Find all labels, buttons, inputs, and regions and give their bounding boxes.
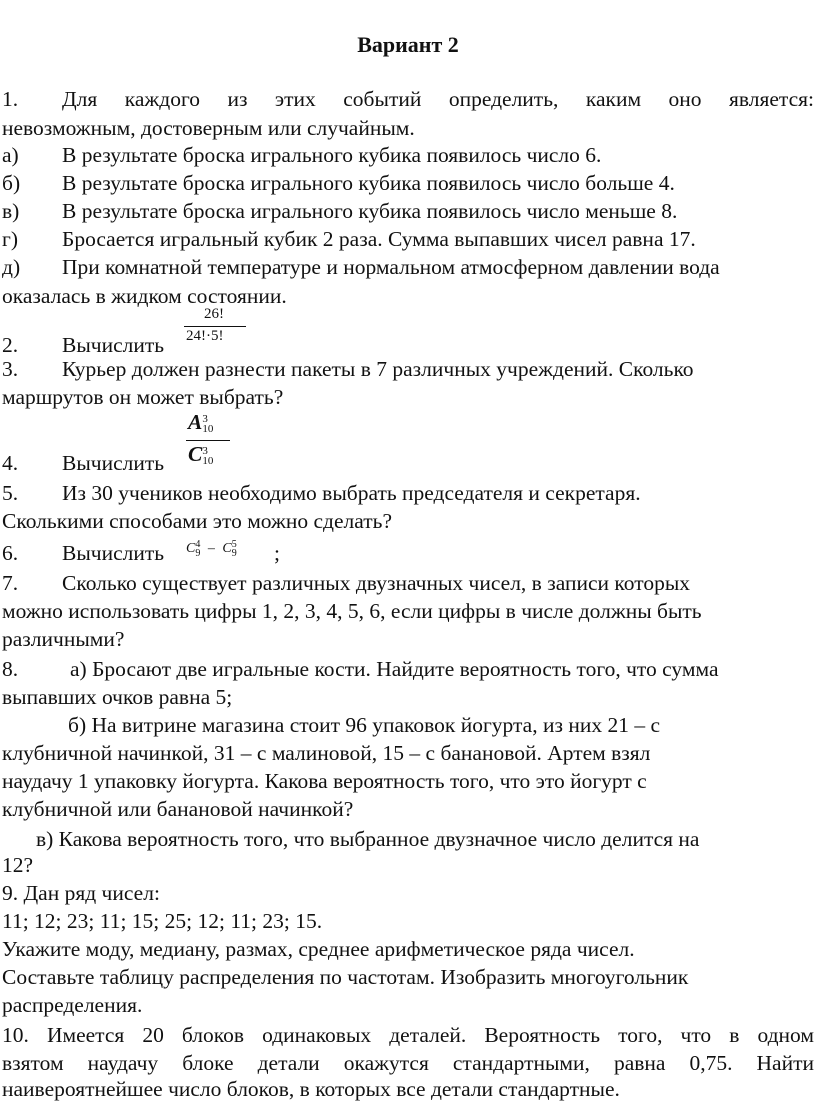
question-text-cont: Составьте таблицу распределения по частотам. Изобразить многоугольник bbox=[2, 965, 689, 989]
item-text: В результате броска игрального кубика появилось число 6. bbox=[62, 143, 602, 167]
item-label: в) bbox=[2, 199, 20, 223]
sup-value: 3 bbox=[202, 445, 208, 458]
question-number: 5. bbox=[2, 481, 19, 505]
question-text-cont: маршрутов он может выбрать? bbox=[2, 385, 284, 409]
question-text-cont: взятом наудачу блоке детали окажутся стандартными, равна 0,75. Найти bbox=[2, 1051, 814, 1075]
question-text-cont: клубничной начинкой, 31 – с малиновой, 15 – с банановой. Артем взял bbox=[2, 741, 651, 765]
question-text-cont: 12? bbox=[2, 853, 34, 877]
question-text: Вычислить bbox=[62, 541, 165, 565]
question-number: 4. bbox=[2, 451, 19, 475]
fraction-denominator bbox=[188, 442, 213, 467]
item-label: б) bbox=[2, 171, 21, 195]
question-text: Вычислить bbox=[62, 451, 165, 475]
item-label: а) bbox=[2, 143, 19, 167]
minus-sign: – bbox=[207, 541, 215, 556]
page-title: Вариант 2 bbox=[357, 32, 459, 57]
item-text-cont: оказалась в жидком состоянии. bbox=[2, 284, 287, 308]
question-number: 3. bbox=[2, 357, 19, 381]
fraction-bar bbox=[186, 440, 230, 441]
item-label: д) bbox=[2, 255, 21, 279]
question-number: 7. bbox=[2, 571, 19, 595]
question-text-cont: Сколькими способами это можно сделать? bbox=[2, 509, 392, 533]
question-text: а) Бросают две игральные кости. Найдите вероятность того, что сумма bbox=[70, 657, 719, 681]
item-text: При комнатной температуре и нормальном атмосферном давлении вода bbox=[62, 255, 720, 279]
question-text-cont: наудачу 1 упаковку йогурта. Какова вероятность того, что это йогурт с bbox=[2, 769, 647, 793]
sub-value: 10 bbox=[202, 423, 214, 436]
semicolon: ; bbox=[274, 541, 280, 565]
question-number: 1. bbox=[2, 87, 19, 111]
item-text: Бросается игральный кубик 2 раза. Сумма выпавших чисел равна 17. bbox=[62, 227, 696, 251]
symbol-c: C bbox=[186, 541, 196, 556]
sub-value: 9 bbox=[231, 547, 237, 559]
number-series: 11; 12; 23; 11; 15; 25; 12; 11; 23; 15. bbox=[2, 909, 323, 933]
fraction-denominator: 24!·5! bbox=[186, 328, 224, 344]
question-text-cont: выпавших очков равна 5; bbox=[2, 685, 233, 709]
symbol-c: C bbox=[188, 442, 203, 466]
item-label: г) bbox=[2, 227, 18, 251]
combination-expression bbox=[186, 536, 237, 562]
question-text: б) На витрине магазина стоит 96 упаковок йогурта, из них 21 – с bbox=[68, 713, 661, 737]
question-9: 9. Дан ряд чисел: bbox=[2, 881, 160, 905]
question-number: 6. bbox=[2, 541, 19, 565]
symbol-a: A bbox=[188, 410, 203, 434]
question-text-cont: клубничной или банановой начинкой? bbox=[2, 797, 354, 821]
sup-value: 5 bbox=[231, 538, 237, 550]
question-10: 10. Имеется 20 блоков одинаковых деталей. Вероятность того, что в одном bbox=[2, 1023, 814, 1047]
question-text: Курьер должен разнести пакеты в 7 различных учреждений. Сколько bbox=[62, 357, 694, 381]
question-text: Для каждого из этих событий определить, каким оно является: bbox=[62, 87, 814, 111]
question-text: Из 30 учеников необходимо выбрать председателя и секретаря. bbox=[62, 481, 641, 505]
question-number: 8. bbox=[2, 657, 19, 681]
sup-value: 4 bbox=[195, 538, 201, 550]
question-text-cont: распределения. bbox=[2, 993, 143, 1017]
sup-value: 3 bbox=[202, 413, 208, 426]
sub-value: 10 bbox=[202, 455, 214, 468]
item-text: В результате броска игрального кубика появилось число меньше 8. bbox=[62, 199, 678, 223]
question-text: в) Какова вероятность того, что выбранное двузначное число делится на bbox=[36, 827, 700, 851]
question-number: 2. bbox=[2, 333, 19, 357]
question-text-cont: невозможным, достоверным или случайным. bbox=[2, 116, 415, 140]
fraction-a-over-c bbox=[184, 408, 240, 470]
question-text: Сколько существует различных двузначных чисел, в записи которых bbox=[62, 571, 691, 595]
fraction-bar bbox=[184, 326, 246, 327]
question-text-cont: можно использовать цифры 1, 2, 3, 4, 5, 6, если цифры в числе должны быть bbox=[2, 599, 702, 623]
fraction-numerator bbox=[188, 410, 213, 435]
sub-value: 9 bbox=[195, 547, 201, 559]
item-text: В результате броска игрального кубика появилось число больше 4. bbox=[62, 171, 675, 195]
question-1 bbox=[2, 86, 814, 112]
question-text-cont: различными? bbox=[2, 627, 125, 651]
question-text-cont: Укажите моду, медиану, размах, среднее арифметическое ряда чисел. bbox=[2, 937, 635, 961]
symbol-c: C bbox=[222, 541, 232, 556]
question-text: Вычислить bbox=[62, 333, 165, 357]
fraction-factorial bbox=[182, 304, 252, 352]
question-text-cont: наивероятнейшее число блоков, в которых все детали стандартные. bbox=[2, 1077, 620, 1101]
fraction-numerator: 26! bbox=[204, 306, 224, 322]
